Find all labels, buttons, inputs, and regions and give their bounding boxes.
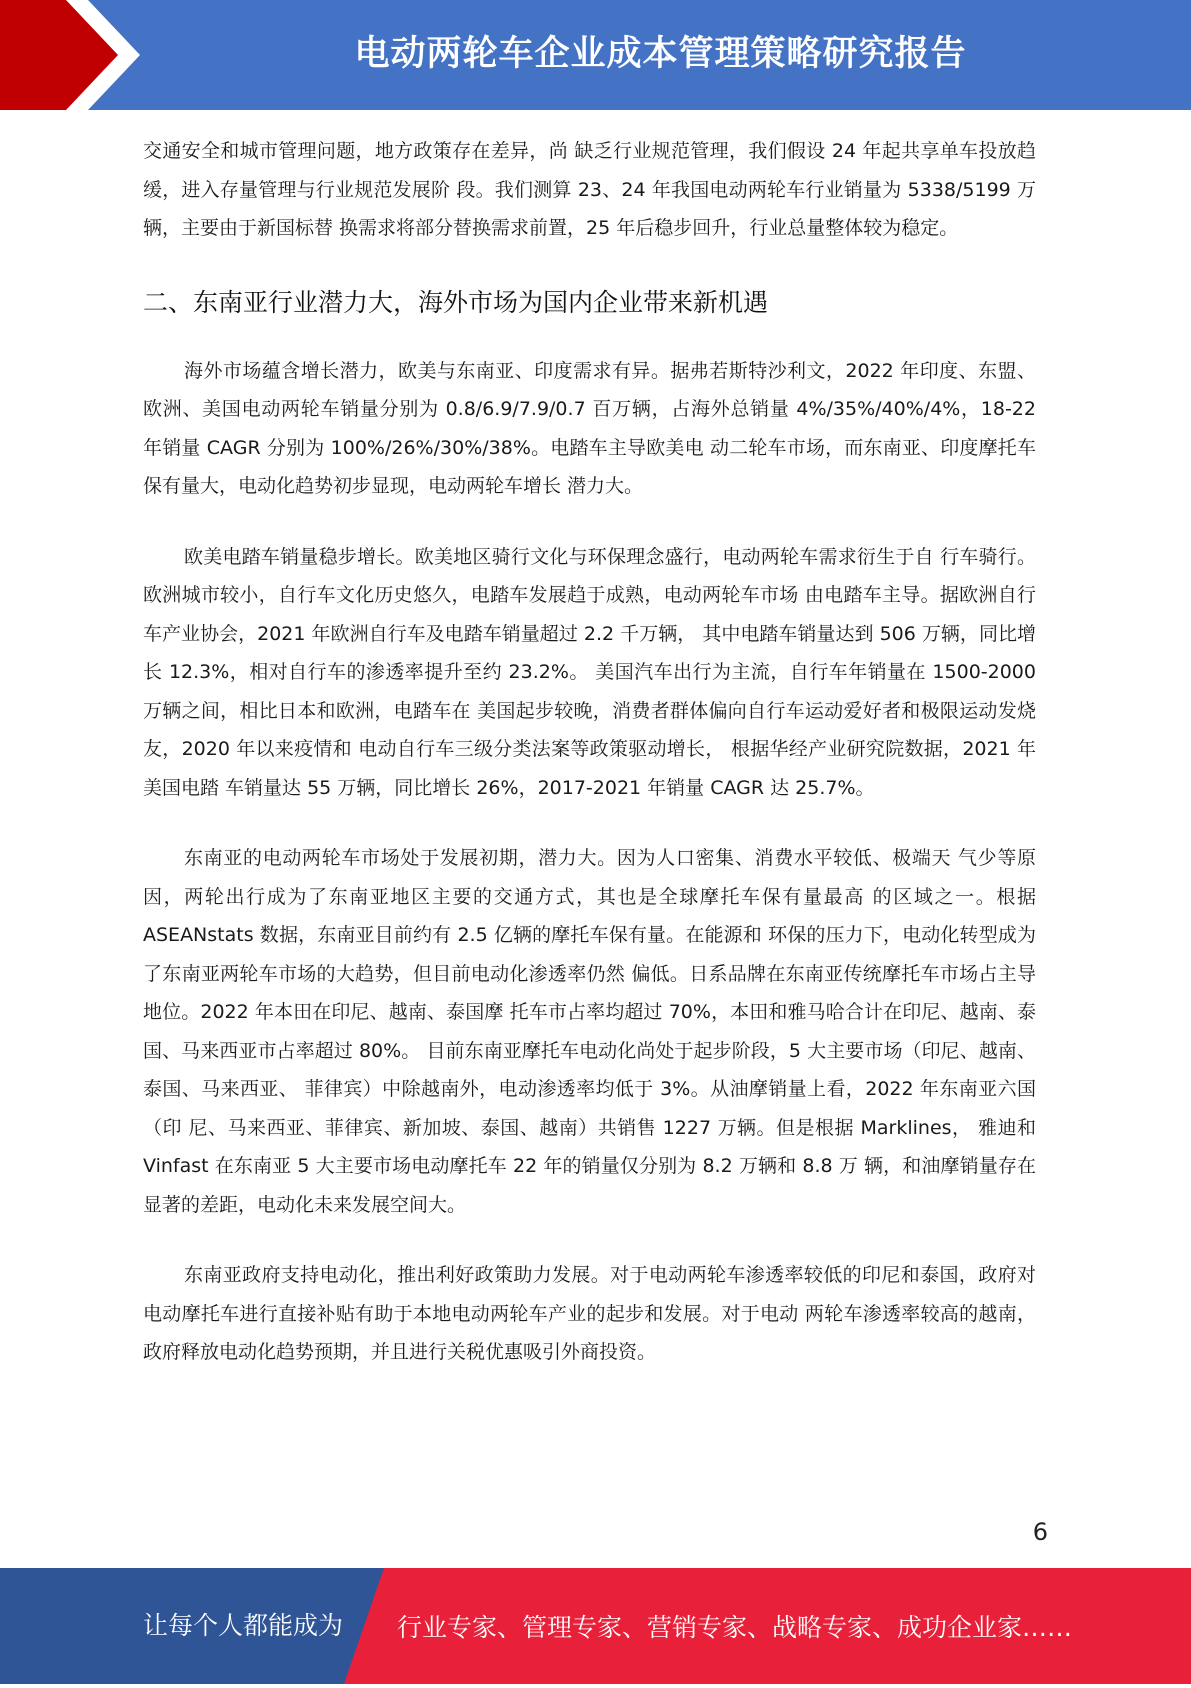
intro-paragraph: 交通安全和城市管理问题，地方政策存在差异，尚 缺乏行业规范管理，我们假设 24 年起共享单车投放趋缓，进入存量管理与行业规范发展阶 段。我们测算 23、24 年我国电动两轮车行业销量为 5338/5199 万辆，主要由于新国标替 换需求将部分替换需求前置，25 年后稳步回升，行业总量整体较为稳定。 [143, 140, 1036, 239]
page-number: 6 [1032, 1518, 1048, 1546]
header-chevron-icon [0, 0, 160, 110]
paragraph-sea-policy: 东南亚政府支持电动化，推出利好政策助力发展。对于电动两轮车渗透率较低的印尼和泰国，政府对电动摩托车进行直接补贴有助于本地电动两轮车产业的起步和发展。对于电动 两轮车渗透率较高的越南，政府释放电动化趋势预期，并且进行关税优惠吸引外商投资。 [143, 1264, 1036, 1363]
footer-slogan-right: 行业专家、管理专家、营销专家、战略专家、成功企业家…… [397, 1613, 1073, 1642]
report-header [0, 0, 1191, 110]
paragraph-overseas-market: 海外市场蕴含增长潜力，欧美与东南亚、印度需求有异。据弗若斯特沙利文，2022 年印度、东盟、欧洲、美国电动两轮车销量分别为 0.8/6.9/7.9/0.7 百万辆，占海外总销量 4%/35%/40%/4%，18-22 年销量 CAGR 分别为 100%/26%/30%/38%。电踏车主导欧美电 动二轮车市场，而东南亚、印度摩托车保有量大，电动化趋势初步显现，电动两轮车增长 潜力大。 [143, 359, 1036, 497]
section-heading: 二、东南亚行业潜力大，海外市场为国内企业带来新机遇 [143, 287, 769, 317]
paragraph-southeast-asia: 东南亚的电动两轮车市场处于发展初期，潜力大。因为人口密集、消费水平较低、极端天 气少等原因，两轮出行成为了东南亚地区主要的交通方式，其也是全球摩托车保有量最高 的区域之一。根据 ASEANstats 数据，东南亚目前约有 2.5 亿辆的摩托车保有量。在能源和 环保的压力下，电动化转型成为了东南亚两轮车市场的大趋势，但目前电动化渗透率仍然 偏低。日系品牌在东南亚传统摩托车市场占主导地位。2022 年本田在印尼、越南、泰国摩 托车市占率均超过 70%，本田和雅马哈合计在印尼、越南、泰国、马来西亚市占率超过 80%。 目前东南亚摩托车电动化尚处于起步阶段，5 大主要市场（印尼、越南、泰国、马来西亚、 菲律宾）中除越南外，电动渗透率均低于 3%。从油摩销量上看，2022 年东南亚六国（印 尼、马来西亚、菲律宾、新加坡、泰国、越南）共销售 1227 万辆。但是根据 Marklines， 雅迪和 Vinfast 在东南亚 5 大主要市场电动摩托车 22 年的销量仅分别为 8.2 万辆和 8.8 万 辆，和油摩销量存在显著的差距，电动化未来发展空间大。 [143, 847, 1036, 1216]
paragraph-europe-us: 欧美电踏车销量稳步增长。欧美地区骑行文化与环保理念盛行，电动两轮车需求衍生于自 行车骑行。欧洲城市较小，自行车文化历史悠久，电踏车发展趋于成熟，电动两轮车市场 由电踏车主导。据欧洲自行车产业协会，2021 年欧洲自行车及电踏车销量超过 2.2 千万辆， 其中电踏车销量达到 506 万辆，同比增长 12.3%，相对自行车的渗透率提升至约 23.2%。 美国汽车出行为主流，自行车年销量在 1500-2000 万辆之间，相比日本和欧洲，电踏车在 美国起步较晚，消费者群体偏向自行车运动爱好者和极限运动发烧友，2020 年以来疫情和 电动自行车三级分类法案等政策驱动增长， 根据华经产业研究院数据，2021 年美国电踏 车销量达 55 万辆，同比增长 26%，2017-2021 年销量 CAGR 达 25.7%。 [143, 545, 1036, 799]
footer-slogan-left: 让每个人都能成为 [143, 1611, 344, 1640]
report-title: 电动两轮车企业成本管理策略研究报告 [354, 34, 967, 74]
footer-banner [0, 1568, 1191, 1684]
main-content [143, 132, 1036, 1372]
